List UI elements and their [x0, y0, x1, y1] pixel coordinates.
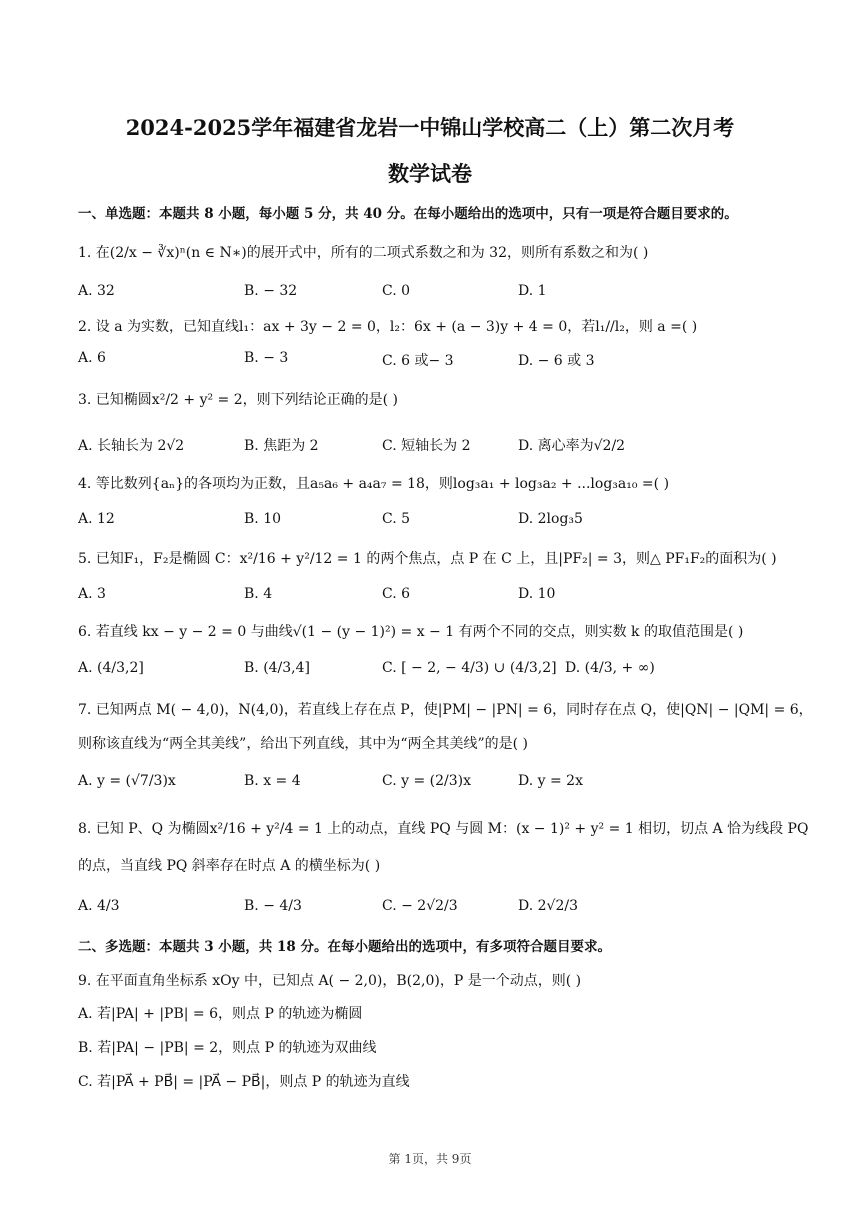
option-c: C. 短轴长为 2	[382, 438, 471, 454]
question-9-option-a: A. 若|PA| + |PB| = 6，则点 P 的轨迹为椭圆	[78, 1006, 363, 1022]
option-b: B. − 3	[244, 350, 289, 366]
option-c: C. 5	[382, 511, 411, 527]
option-b: B. 焦距为 2	[244, 438, 319, 454]
question-7-stem: 7. 已知两点 M( − 4,0)，N(4,0)，若直线上存在点 P，使|PM| − |PN| = 6，同时存在点 Q，使|QN| − |QM| = 6，	[78, 702, 813, 718]
question-5-stem: 5. 已知F₁，F₂是椭圆 C：x²/16 + y²/12 = 1 的两个焦点，点 P 在 C 上，且|PF₂| = 3，则△ PF₁F₂的面积为( )	[78, 551, 777, 567]
question-7-stem-line-2: 则称该直线为“两全其美线”，给出下列直线，其中为“两全其美线”的是( )	[78, 736, 529, 752]
section-heading-single-choice: 一、单选题：本题共 8 小题，每小题 5 分，共 40 分。在每小题给出的选项中，只有一项是符合题目要求的。	[78, 206, 738, 222]
question-1-stem: 1. 在(2/x − ∛x)ⁿ(n ∈ N∗)的展开式中，所有的二项式系数之和为 32，则所有系数之和为( )	[78, 245, 649, 261]
option-a: A. 32	[78, 283, 115, 299]
option-b: B. − 32	[244, 283, 298, 299]
question-9-option-b: B. 若|PA| − |PB| = 2，则点 P 的轨迹为双曲线	[78, 1040, 377, 1056]
option-c: C. − 2√2/3	[382, 898, 458, 914]
option-a: A. (4/3,2]	[78, 660, 144, 676]
option-c: C. 6	[382, 586, 411, 602]
section-heading-multiple-choice: 二、多选题：本题共 3 小题，共 18 分。在每小题给出的选项中，有多项符合题目要求。	[78, 939, 611, 955]
option-d: D. 1	[518, 283, 547, 299]
option-a: A. 6	[78, 350, 106, 366]
option-d: D. 2√2/3	[518, 898, 578, 914]
question-8-stem: 8. 已知 P、Q 为椭圆x²/16 + y²/4 = 1 上的动点，直线 PQ 与圆 M：(x − 1)² + y² = 1 相切，切点 A 恰为线段 PQ	[78, 821, 809, 837]
option-d: D. 10	[518, 586, 556, 602]
question-8-stem-line-2: 的点，当直线 PQ 斜率存在时点 A 的横坐标为( )	[78, 858, 381, 874]
option-a: A. 3	[78, 586, 106, 602]
option-b: B. (4/3,4]	[244, 660, 311, 676]
option-b: B. x = 4	[244, 773, 301, 789]
question-9-stem: 9. 在平面直角坐标系 xOy 中，已知点 A( − 2,0)，B(2,0)，P 是一个动点，则( )	[78, 973, 582, 989]
page-footer: 第 1页，共 9页	[388, 1152, 472, 1166]
option-d: D. 离心率为√2/2	[518, 438, 626, 454]
option-c: C. y = (2/3)x	[382, 773, 472, 789]
option-d: D. − 6 或 3	[518, 353, 595, 369]
question-6-stem: 6. 若直线 kx − y − 2 = 0 与曲线√(1 − (y − 1)²) = x − 1 有两个不同的交点，则实数 k 的取值范围是( )	[78, 624, 744, 640]
option-d: D. 2log₃5	[518, 511, 583, 527]
option-c: C. 0	[382, 283, 411, 299]
question-2-stem: 2. 设 a 为实数，已知直线l₁：ax + 3y − 2 = 0，l₂：6x + (a − 3)y + 4 = 0，若l₁//l₂，则 a =( )	[78, 319, 698, 335]
option-a: A. y = (√7/3)x	[78, 773, 176, 789]
option-b: B. 10	[244, 511, 282, 527]
option-a: A. 12	[78, 511, 115, 527]
option-b: B. 4	[244, 586, 273, 602]
option-c: C. 6 或− 3	[382, 353, 454, 369]
option-a: A. 长轴长为 2√2	[78, 438, 185, 454]
question-9-option-c: C. 若|PA⃗ + PB⃗| = |PA⃗ − PB⃗|，则点 P 的轨迹为直线	[78, 1074, 410, 1090]
option-a: A. 4/3	[78, 898, 120, 914]
page-title: 2024-2025学年福建省龙岩一中锦山学校高二（上）第二次月考	[125, 115, 735, 140]
option-c: C. [ − 2, − 4/3) ∪ (4/3,2]	[382, 660, 557, 676]
question-3-stem: 3. 已知椭圆x²/2 + y² = 2，则下列结论正确的是( )	[78, 392, 399, 408]
option-d: D. (4/3, + ∞)	[565, 660, 655, 676]
option-d: D. y = 2x	[518, 773, 583, 789]
question-4-stem: 4. 等比数列{aₙ}的各项均为正数，且a₅a₆ + a₄a₇ = 18，则log₃a₁ + log₃a₂ + ...log₃a₁₀ =( )	[78, 476, 670, 492]
option-b: B. − 4/3	[244, 898, 302, 914]
page-subtitle: 数学试卷	[388, 161, 472, 186]
